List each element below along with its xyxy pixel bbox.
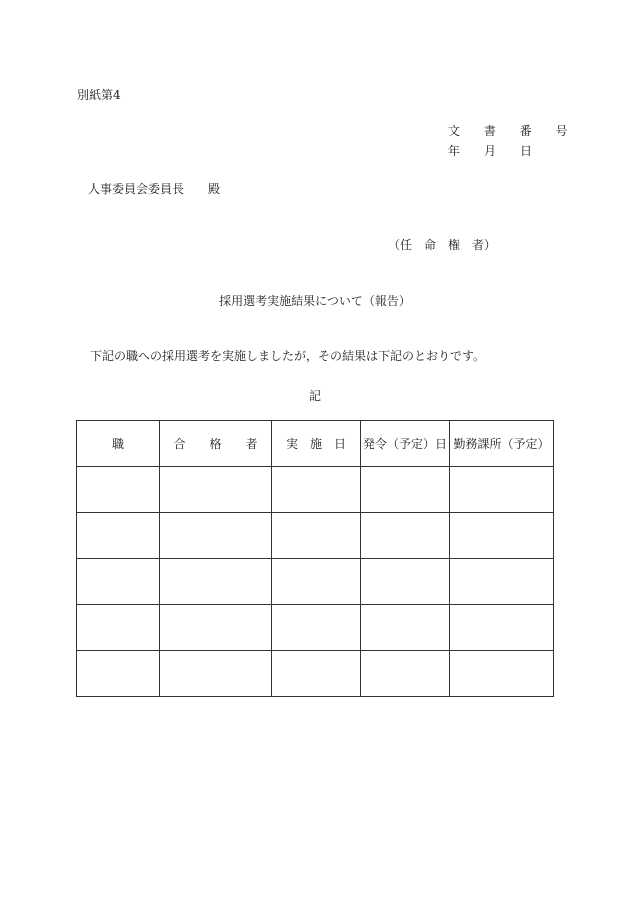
ki-label: 記 — [308, 389, 321, 403]
table-row — [77, 605, 554, 651]
date-year: 年 — [448, 144, 461, 158]
column-header-position: 職 — [77, 421, 160, 467]
table-cell — [450, 559, 554, 605]
table-cell — [361, 467, 450, 513]
table-row — [77, 559, 554, 605]
table-cell — [272, 651, 361, 697]
attachment-label: 別紙第4 — [77, 88, 121, 102]
table-cell — [361, 605, 450, 651]
addressee: 人事委員会委員長 殿 — [88, 182, 221, 196]
table-row — [77, 467, 554, 513]
table-cell — [450, 513, 554, 559]
column-header-assigned-office: 勤務課所（予定） — [450, 421, 554, 467]
table-row — [77, 651, 554, 697]
table-cell — [160, 467, 272, 513]
table-cell — [450, 467, 554, 513]
results-table — [76, 420, 554, 697]
date-month: 月 — [484, 144, 497, 158]
table-cell — [361, 651, 450, 697]
table-cell — [272, 467, 361, 513]
column-header-appointment-date: 発令（予定）日 — [361, 421, 450, 467]
table-cell — [77, 559, 160, 605]
column-header-successful-candidates: 合 格 者 — [160, 421, 272, 467]
body-text: 下記の職への採用選考を実施しましたが，その結果は下記のとおりです。 — [90, 349, 486, 363]
table-cell — [160, 651, 272, 697]
table-row — [77, 513, 554, 559]
table-cell — [160, 559, 272, 605]
table-cell — [160, 605, 272, 651]
table-header-row — [77, 421, 554, 467]
table-cell — [77, 651, 160, 697]
document-number-label: 文 書 番 号 — [448, 124, 578, 138]
table-cell — [272, 605, 361, 651]
table-cell — [77, 605, 160, 651]
table-cell — [450, 651, 554, 697]
table-cell — [450, 605, 554, 651]
document-title: 採用選考実施結果について（報告） — [219, 294, 411, 308]
table-cell — [160, 513, 272, 559]
table-cell — [77, 467, 160, 513]
table-cell — [77, 513, 160, 559]
appointing-authority: （任 命 権 者） — [388, 238, 497, 252]
table-cell — [272, 559, 361, 605]
table-cell — [361, 559, 450, 605]
table-cell — [361, 513, 450, 559]
date-line — [448, 142, 532, 159]
table-cell — [272, 513, 361, 559]
column-header-implementation-date: 実 施 日 — [272, 421, 361, 467]
date-day: 日 — [520, 144, 533, 158]
